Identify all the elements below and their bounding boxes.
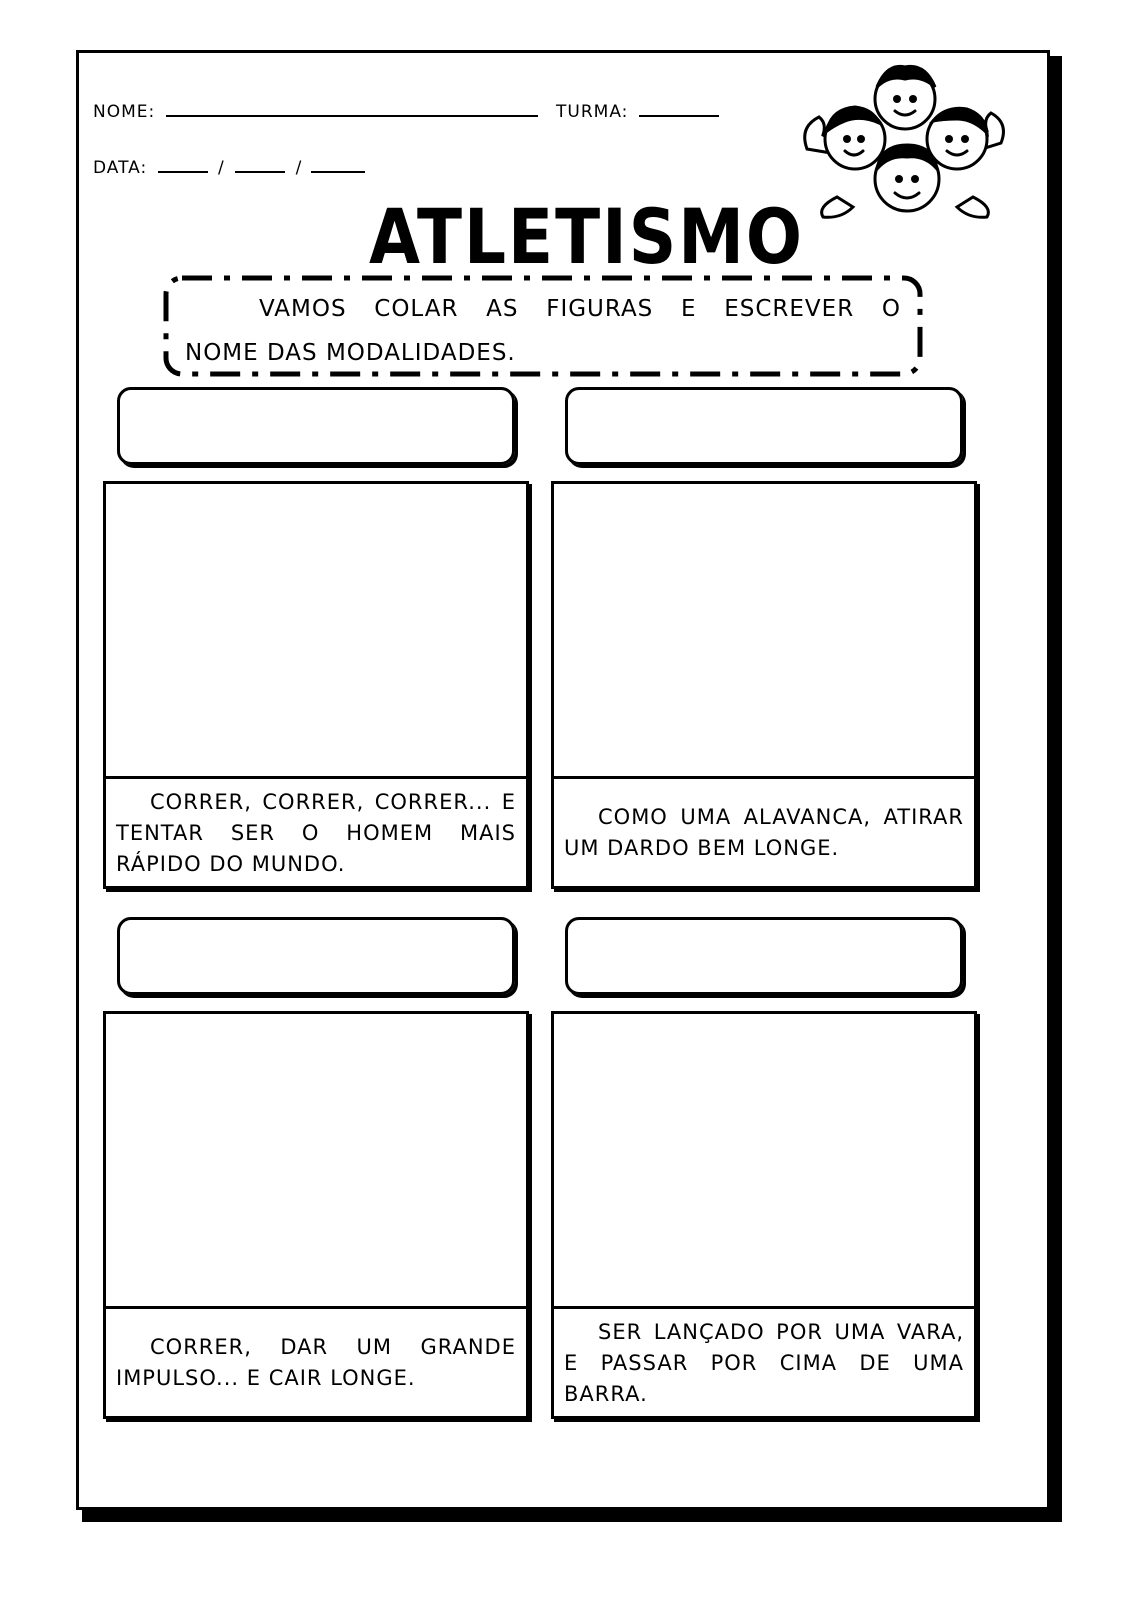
modality-description: CORRER, DAR UM GRANDE IMPULSO... E CAIR LONGE. <box>116 1335 516 1390</box>
kids-group-icon <box>797 57 1011 223</box>
picture-paste-area <box>554 484 974 779</box>
class-field[interactable] <box>639 101 719 117</box>
date-row <box>93 157 365 178</box>
picture-paste-area <box>106 1014 526 1309</box>
name-label: NOME: <box>93 102 156 122</box>
modality-name-box-2[interactable] <box>565 387 963 465</box>
name-field[interactable] <box>166 101 538 117</box>
modality-panel-3 <box>103 1011 529 1419</box>
modality-name-box-3[interactable] <box>117 917 515 995</box>
modality-description: COMO UMA ALAVANCA, ATIRAR UM DARDO BEM LONGE. <box>564 805 964 860</box>
modality-description: SER LANÇADO POR UMA VARA, E PASSAR POR CIMA DE UMA BARRA. <box>564 1319 964 1406</box>
modality-panel-4 <box>551 1011 977 1419</box>
worksheet-page <box>76 50 1050 1510</box>
date-year-field[interactable] <box>311 157 365 173</box>
picture-paste-area <box>554 1014 974 1309</box>
instruction-line-1: VAMOS COLAR AS FIGURAS E ESCREVER O <box>259 296 901 322</box>
caption-box <box>564 1314 964 1412</box>
modality-name-box-1[interactable] <box>117 387 515 465</box>
caption-box <box>564 784 964 882</box>
date-separator: / <box>218 158 225 178</box>
date-label: DATA: <box>93 158 148 178</box>
modality-description: CORRER, CORRER, CORRER... E TENTAR SER O HOMEM MAIS RÁPIDO DO MUNDO. <box>116 789 516 876</box>
date-month-field[interactable] <box>235 157 285 173</box>
caption-box <box>116 784 516 882</box>
caption-box <box>116 1314 516 1412</box>
class-label: TURMA: <box>556 102 629 122</box>
date-separator: / <box>295 158 303 178</box>
picture-paste-area <box>106 484 526 779</box>
modality-panel-2 <box>551 481 977 889</box>
page-title: ATLETISMO <box>369 193 805 282</box>
name-row <box>93 101 719 122</box>
date-day-field[interactable] <box>158 157 208 173</box>
modality-panel-1 <box>103 481 529 889</box>
modality-name-box-4[interactable] <box>565 917 963 995</box>
instruction-line-2: NOME DAS MODALIDADES. <box>185 340 516 366</box>
instruction-text <box>185 287 901 375</box>
